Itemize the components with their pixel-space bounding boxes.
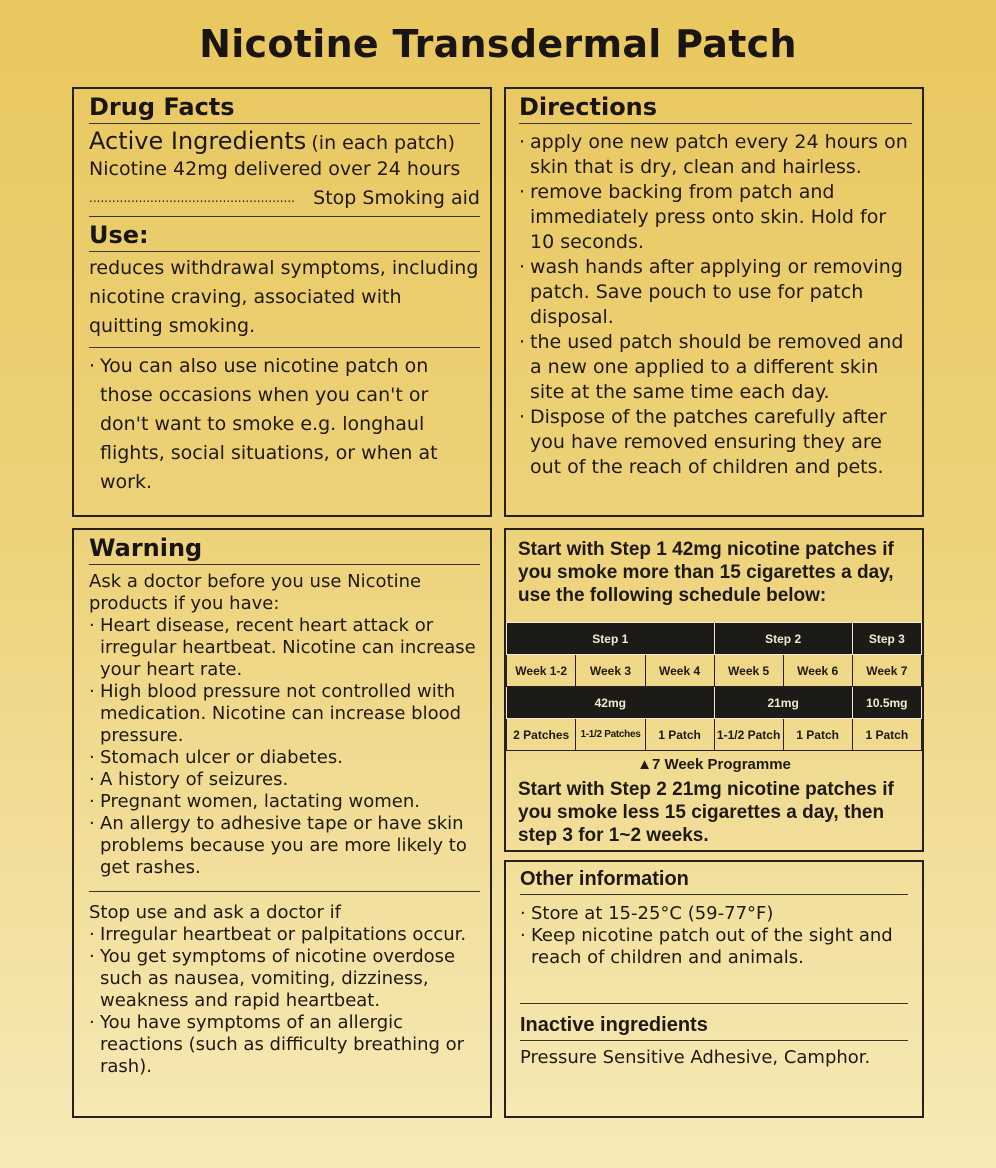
stop-use-list xyxy=(89,924,480,1078)
dose-cell: 42mg xyxy=(507,687,715,719)
active-ingredients-label: Active Ingredients xyxy=(89,127,307,155)
warning-content xyxy=(89,534,480,1078)
schedule-table-wrap xyxy=(506,622,922,751)
warning-item: · Stomach ulcer or diabetes. xyxy=(89,747,480,769)
warning-list xyxy=(89,615,480,892)
directions-list xyxy=(519,130,912,480)
warning-item: · High blood pressure not controlled with medication. Nicotine can increase blood pressure. xyxy=(89,681,480,747)
inactive-ingredients-text: Pressure Sensitive Adhesive, Camphor. xyxy=(520,1047,871,1068)
other-info-box xyxy=(504,860,924,1118)
patches-cell: 1 Patch xyxy=(645,719,714,751)
dose-row xyxy=(507,687,922,719)
other-info-item: · Store at 15-25°C (59-77°F) xyxy=(520,903,908,925)
week-cell: Week 7 xyxy=(852,655,921,687)
use-bullet-list xyxy=(89,352,480,497)
warning-intro: Ask a doctor before you use Nicotine products if you have: xyxy=(89,571,422,614)
directions-content xyxy=(519,93,912,480)
inactive-ingredients-heading: Inactive ingredients xyxy=(520,1014,908,1041)
warning-item: · An allergy to adhesive tape or have skin problems because you are more likely to get rashes. xyxy=(89,813,480,879)
other-info-content xyxy=(520,868,908,1069)
drug-facts-content xyxy=(89,93,480,497)
divider xyxy=(520,1003,908,1004)
schedule-bottom-text: Start with Step 2 21mg nicotine patches if you smoke less 15 cigarettes a day, then step 3 for 1~2 weeks. xyxy=(518,779,894,846)
step-cell: Step 1 xyxy=(507,623,715,655)
warning-item: · Heart disease, recent heart attack or irregular heartbeat. Nicotine can increase your heart rate. xyxy=(89,615,480,681)
week-cell: Week 1-2 xyxy=(507,655,576,687)
direction-item: · wash hands after applying or removing patch. Save pouch to use for patch disposal. xyxy=(519,255,912,330)
direction-item: · remove backing from patch and immediately press onto skin. Hold for 10 seconds. xyxy=(519,180,912,255)
patches-cell: 1-1/2 Patch xyxy=(714,719,783,751)
dose-cell: 21mg xyxy=(714,687,852,719)
page-title: Nicotine Transdermal Patch xyxy=(199,22,797,66)
direction-item: · the used patch should be removed and a new one applied to a different skin site at the same time each day. xyxy=(519,330,912,405)
stop-use-intro: Stop use and ask a doctor if xyxy=(89,902,341,923)
warning-heading: Warning xyxy=(89,534,480,565)
patches-row xyxy=(507,719,922,751)
stop-use-item: · Irregular heartbeat or palpitations occur. xyxy=(89,924,480,946)
programme-caption: ▲7 Week Programme xyxy=(637,756,791,773)
use-bullet: · You can also use nicotine patch on those occasions when you can't or don't want to smoke e.g. longhaul flights, social situations, or when at work. xyxy=(89,352,480,497)
dose-cell: 10.5mg xyxy=(852,687,921,719)
use-text: reduces withdrawal symptoms, including nicotine craving, associated with quitting smoking. xyxy=(89,252,480,348)
purpose-text: Stop Smoking aid xyxy=(313,187,480,209)
other-info-item: · Keep nicotine patch out of the sight and reach of children and animals. xyxy=(520,925,908,969)
week-cell: Week 4 xyxy=(645,655,714,687)
stop-use-item: · You get symptoms of nicotine overdose such as nausea, vomiting, dizziness, weakness and rapid heartbeat. xyxy=(89,946,480,1012)
active-ingredients-title xyxy=(89,127,480,155)
patches-cell: 1 Patch xyxy=(852,719,921,751)
schedule-table xyxy=(506,622,922,751)
patches-cell: 1-1/2 Patches xyxy=(576,719,645,751)
drug-facts-heading: Drug Facts xyxy=(89,93,480,124)
directions-heading: Directions xyxy=(519,93,912,124)
active-ingredient-line: Nicotine 42mg delivered over 24 hours xyxy=(89,158,461,180)
direction-item: · Dispose of the patches carefully after you have removed ensuring they are out of the reach of children and pets. xyxy=(519,405,912,480)
warning-item: · A history of seizures. xyxy=(89,769,480,791)
patches-cell: 2 Patches xyxy=(507,719,576,751)
purpose-row xyxy=(89,184,480,217)
other-info-list xyxy=(520,903,908,969)
steps-row xyxy=(507,623,922,655)
leader-dots: ...................................................... xyxy=(89,191,295,205)
warning-item: · Pregnant women, lactating women. xyxy=(89,791,480,813)
other-info-heading: Other information xyxy=(520,868,908,895)
directions-box xyxy=(504,87,924,517)
step-cell: Step 2 xyxy=(714,623,852,655)
patches-cell: 1 Patch xyxy=(783,719,852,751)
week-cell: Week 5 xyxy=(714,655,783,687)
warning-box xyxy=(72,528,492,1118)
week-cell: Week 6 xyxy=(783,655,852,687)
weeks-row xyxy=(507,655,922,687)
step-cell: Step 3 xyxy=(852,623,921,655)
week-cell: Week 3 xyxy=(576,655,645,687)
schedule-top-text: Start with Step 1 42mg nicotine patches if you smoke more than 15 cigarettes a day, use the following schedule below: xyxy=(518,539,894,606)
direction-item: · apply one new patch every 24 hours on skin that is dry, clean and hairless. xyxy=(519,130,912,180)
drug-facts-box xyxy=(72,87,492,517)
active-ingredients-note: (in each patch) xyxy=(311,132,456,154)
schedule-box xyxy=(504,528,924,852)
stop-use-item: · You have symptoms of an allergic reactions (such as difficulty breathing or rash). xyxy=(89,1012,480,1078)
use-heading: Use: xyxy=(89,221,480,252)
